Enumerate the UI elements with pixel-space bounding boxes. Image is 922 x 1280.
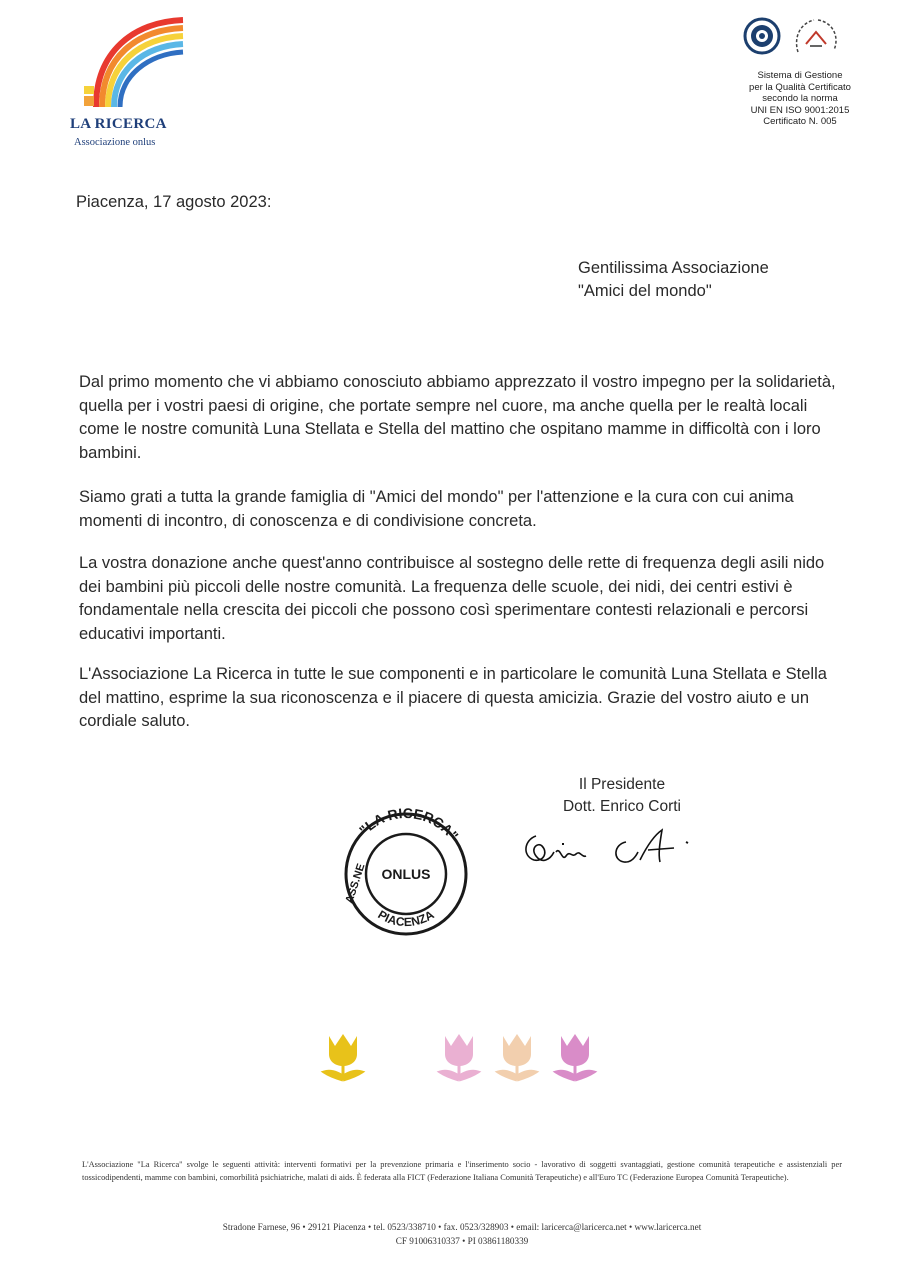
iqnet-badge-icon: [788, 14, 844, 58]
body-paragraph: Dal primo momento che vi abbiamo conosciuto abbiamo apprezzato il vostro impegno per la solidarietà, quella per i vostri paesi di origine, che portate sempre nel cuore, ma anche quella per le realtà locali come le nostre comunità Luna Stellata e Stella del mattino che ospitano mamme in difficoltà con i loro bambini.: [79, 373, 836, 462]
cert-line: Sistema di Gestione: [757, 70, 843, 81]
contacts-line: Stradone Farnese, 96 • 29121 Piacenza • tel. 0523/338710 • fax. 0523/328903 • email: laricerca@laricerca.net • www.laricerca.net: [222, 1222, 702, 1232]
certification-seal-icon: [742, 16, 782, 56]
signoff: [552, 774, 692, 818]
cert-line: secondo la norma: [762, 93, 838, 104]
signoff-name: Dott. Enrico Corti: [562, 798, 681, 815]
tulip-purple-icon: [552, 1030, 598, 1082]
footer-activities: L'Associazione "La Ricerca" svolge le seguenti attività: interventi formativi per la prevenzione primaria e l'inserimento socio - lavorativo di soggetti svantaggiati, gestione comunità terapeutiche e assistenziali per tossicodipendenti, mamme con bambini, comorbilità psichiatriche, malati di aids. È federata alla FICT (Federazione Italiana Comunità Terapeutiche) e all'Euro TC (Federazione Europea Comunità Terapeutiche).: [82, 1160, 842, 1182]
signoff-title: Il Presidente: [578, 776, 666, 793]
contacts-line: CF 91006310337 • PI 03861180339: [395, 1236, 529, 1246]
stamp-center-text: ONLUS: [381, 866, 431, 882]
president-signature: [514, 822, 714, 882]
body-paragraph: La vostra donazione anche quest'anno contribuisce al sostegno delle rette di frequenza degli asili nido dei bambini più piccoli delle nostre comunità. La frequenza delle scuole, dei nidi, dei centri estivi è fondamentale nella crescita dei piccoli che possono così sperimentare contesti relazionali e percorsi educativi importanti.: [79, 554, 825, 643]
certification-text: [730, 70, 870, 128]
rainbow-logo-icon: [78, 12, 188, 112]
stamp-bottom-text: PIACENZA: [375, 907, 437, 930]
cert-line: per la Qualità Certificato: [749, 81, 851, 93]
svg-text:PIACENZA: [375, 907, 436, 929]
org-logo: [68, 12, 198, 152]
stamp-top-text: "LA RICERCA": [355, 808, 462, 844]
recipient-line: "Amici del mondo": [578, 282, 712, 300]
tulip-yellow-icon: [320, 1030, 366, 1082]
svg-text:"LA RICERCA": [356, 808, 462, 843]
footer-contacts: [82, 1220, 842, 1248]
tulip-decorations: [316, 1030, 616, 1090]
letter-date: Piacenza, 17 agosto 2023:: [76, 193, 272, 211]
tulip-peach-icon: [494, 1030, 540, 1082]
certification-block: [730, 12, 870, 152]
recipient-line: Gentilissima Associazione: [578, 259, 769, 277]
cert-line: UNI EN ISO 9001:2015: [750, 104, 850, 116]
cert-line: Certificato N. 005: [763, 116, 837, 127]
stamp-left-text: ASS.NE: [343, 862, 368, 905]
association-stamp: [332, 808, 480, 938]
org-subtitle: Associazione onlus: [74, 137, 156, 148]
tulip-pink-icon: [436, 1030, 482, 1082]
body-paragraph: Siamo grati a tutta la grande famiglia di "Amici del mondo" per l'attenzione e la cura con cui anima momenti di incontro, di conoscenza e di condivisione concreta.: [79, 488, 794, 530]
body-paragraph: L'Associazione La Ricerca in tutte le sue componenti e in particolare le comunità Luna Stellata e Stella del mattino, esprime la sua riconoscenza e il piacere di questa amicizia. Grazie del vostro aiuto e un cordiale saluto.: [79, 665, 827, 730]
recipient: [578, 257, 769, 303]
org-name: LA RICERCA: [70, 116, 167, 132]
